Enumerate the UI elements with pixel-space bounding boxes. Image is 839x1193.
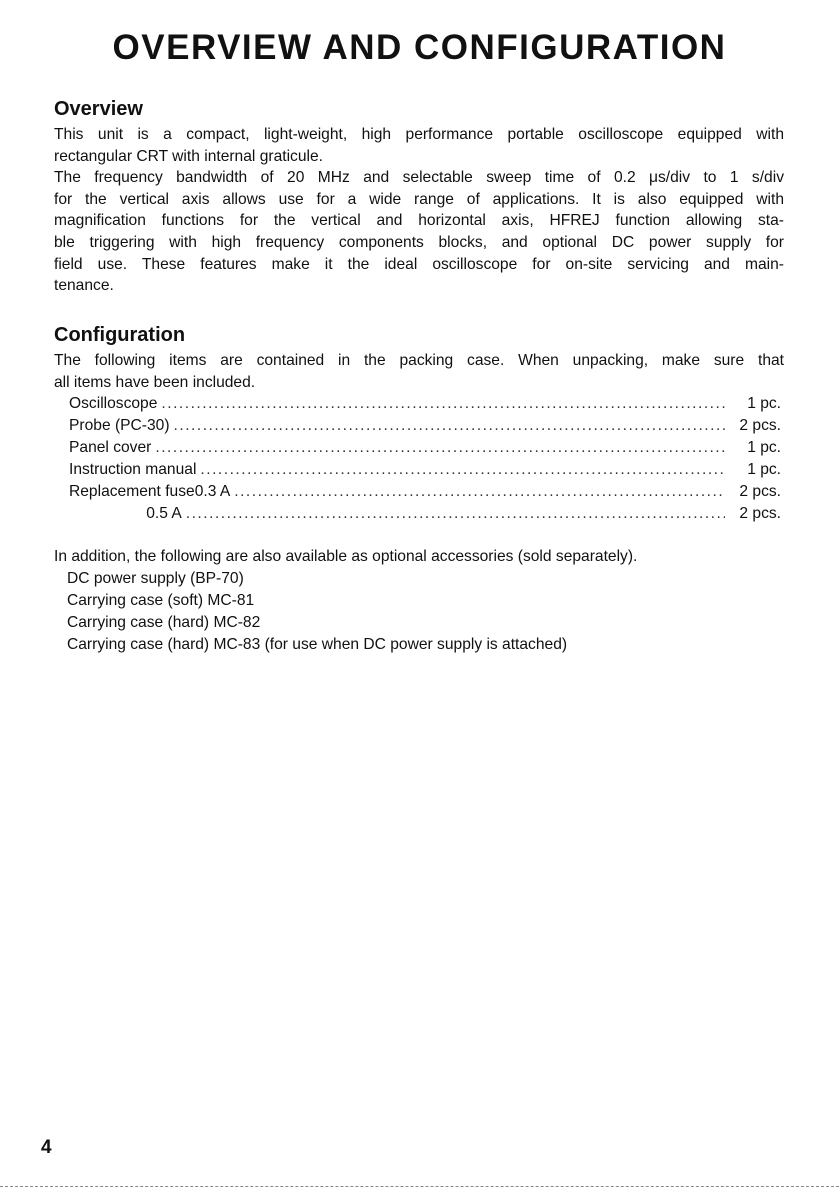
contents-item (69, 483, 781, 505)
optional-item: Carrying case (hard) MC-83 (for use when DC power supply is attached) (67, 636, 568, 653)
overview-paragraph (54, 124, 784, 297)
item-sub-label: 0.5 A (146, 505, 182, 522)
item-quantity: 1 pc. (747, 461, 781, 478)
item-label: Oscilloscope (69, 395, 158, 412)
contents-item (69, 439, 781, 461)
item-quantity: 2 pcs. (739, 505, 781, 522)
configuration-intro (54, 350, 784, 393)
dot-leader (234, 483, 725, 501)
dot-leader (155, 439, 725, 457)
configuration-heading: Configuration (54, 324, 186, 346)
item-quantity: 2 pcs. (739, 483, 781, 500)
overview-line: rectangular CRT with internal graticule. (54, 147, 323, 165)
contents-item (69, 505, 781, 527)
dot-leader (186, 505, 725, 523)
dot-leader (161, 395, 725, 413)
contents-item (69, 417, 781, 439)
configuration-intro-line: The following items are contained in the packing case. When unpacking, make sure that (54, 352, 784, 369)
item-sub-label: 0.3 A (194, 483, 231, 500)
page-number: 4 (41, 1137, 52, 1158)
dot-leader (200, 461, 725, 479)
item-label: Instruction manual (69, 461, 197, 478)
overview-line: magnification functions for the vertical and horizontal axis, HFREJ function allowing sta- (54, 212, 784, 230)
overview-heading: Overview (54, 98, 143, 120)
item-label: Panel cover (69, 439, 152, 456)
item-quantity: 2 pcs. (739, 417, 781, 434)
item-quantity: 1 pc. (747, 395, 781, 412)
contents-item (69, 395, 781, 417)
optional-intro: In addition, the following are also available as optional accessories (sold separately). (54, 548, 638, 565)
page-title: OVERVIEW AND CONFIGURATION (112, 28, 727, 67)
configuration-intro-line: all items have been included. (54, 373, 256, 391)
page-edge-rule (0, 1186, 839, 1187)
overview-line: The frequency bandwidth of 20 MHz and selectable sweep time of 0.2 μs/div to 1 s/div (54, 169, 784, 187)
overview-line: ble triggering with high frequency components blocks, and optional DC power supply for (54, 233, 784, 251)
overview-line: field use. These features make it the ideal oscilloscope for on-site servicing and main- (54, 255, 784, 273)
optional-item: Carrying case (soft) MC-81 (67, 592, 255, 609)
item-label: Probe (PC-30) (69, 417, 170, 434)
item-quantity: 1 pc. (747, 439, 781, 456)
overview-line: This unit is a compact, light-weight, high performance portable oscilloscope equipped with (54, 126, 784, 143)
overview-line: for the vertical axis allows use for a wide range of applications. It is also equipped with (54, 190, 784, 208)
item-label: Replacement fuse (69, 483, 195, 500)
optional-item: Carrying case (hard) MC-82 (67, 614, 261, 631)
overview-line: tenance. (54, 277, 114, 295)
dot-leader (174, 417, 725, 435)
contents-item (69, 461, 781, 483)
optional-item: DC power supply (BP-70) (67, 570, 244, 587)
